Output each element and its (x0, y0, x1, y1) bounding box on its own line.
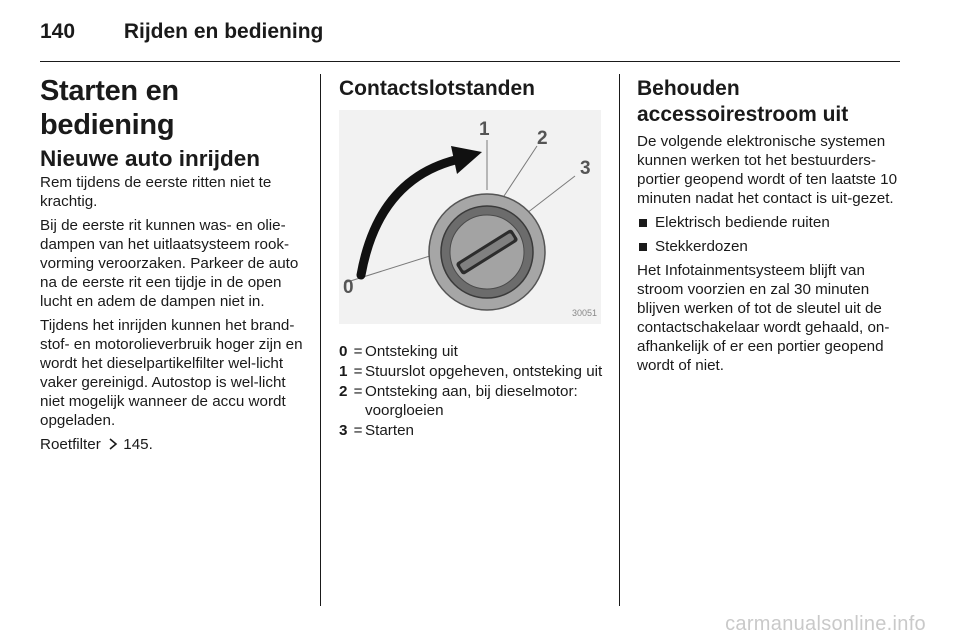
section-title: Rijden en bediening (123, 20, 324, 43)
bullet-text: Stekkerdozen (655, 238, 748, 255)
legend-separator: = (353, 363, 363, 380)
position-label-3: 3 (580, 158, 591, 179)
reference-page: 145. (123, 436, 153, 453)
bullet-item (637, 213, 905, 232)
position-legend (339, 342, 609, 440)
paragraph: Tijdens het inrijden kunnen het brand-stof- en motorolieverbruik hoger zijn en wordt het dieselpartikelfilter wel-licht vaker gereinigd. Autostop is wel-licht niet mogelijk wanneer de accu wordt opgeladen. (40, 317, 303, 429)
cross-reference[interactable] (40, 435, 310, 454)
bullet-square-icon (639, 219, 647, 227)
position-label-2: 2 (537, 128, 548, 149)
legend-separator: = (353, 383, 363, 400)
middle-column (339, 74, 609, 441)
bullet-square-icon (639, 243, 647, 251)
legend-item (339, 342, 609, 361)
legend-key: 1 (339, 363, 348, 380)
legend-key: 2 (339, 383, 348, 400)
right-column (637, 74, 905, 380)
reference-label: Roetfilter (40, 436, 101, 453)
legend-text: Stuurslot opgeheven, ontsteking uit (365, 363, 603, 380)
legend-item (339, 421, 609, 440)
paragraph: Rem tijdens de eerste ritten niet te krachtig. (40, 174, 272, 210)
legend-text: Ontsteking aan, bij dieselmotor: voorgloeien (365, 383, 578, 419)
section-heading-accessoirestroom: Behouden accessoirestroom uit (637, 77, 849, 126)
figure-id: 30051 (571, 308, 597, 318)
legend-text: Ontsteking uit (365, 343, 458, 360)
paragraph: Bij de eerste rit kunnen was- en olie-dampen van het uitlaatsysteem rook-vorming veroorzaken. Parkeer de auto na de eerste rit een tijdje in de open lucht en adem de dampen niet in. (40, 217, 299, 310)
page-number: 140 (40, 20, 76, 43)
page-header (40, 20, 323, 44)
legend-key: 3 (339, 422, 348, 439)
position-label-0: 0 (343, 277, 354, 298)
ignition-switch-figure (339, 110, 601, 324)
left-column (40, 74, 310, 459)
bullet-item (637, 237, 905, 256)
paragraph: De volgende elektronische systemen kunnen werken tot het bestuurders-portier geopend wordt of ten laatste 10 minuten nadat het contact is uit-gezet. (637, 133, 898, 207)
legend-item (339, 382, 609, 420)
section-heading-contactslot: Contactslotstanden (339, 77, 536, 100)
chapter-title: Starten en bediening (40, 75, 179, 141)
reference-arrow-icon (107, 438, 119, 450)
legend-key: 0 (339, 343, 348, 360)
legend-text: Starten (365, 422, 414, 439)
watermark: carmanualsonline.info (725, 613, 926, 635)
legend-separator: = (353, 422, 363, 439)
position-label-1: 1 (479, 119, 490, 140)
legend-item (339, 362, 609, 381)
section-heading-inrijden: Nieuwe auto inrijden (40, 146, 261, 171)
header-rule (40, 61, 900, 62)
bullet-text: Elektrisch bediende ruiten (655, 214, 830, 231)
column-divider-2 (619, 74, 620, 606)
paragraph: Het Infotainmentsysteem blijft van stroom voorzien en zal 30 minuten blijven werken of tot de sleutel uit de contactschakelaar wordt gehaald, on-afhankelijk of er een portier geopend wordt of niet. (637, 262, 890, 374)
legend-separator: = (353, 343, 363, 360)
column-divider-1 (320, 74, 321, 606)
